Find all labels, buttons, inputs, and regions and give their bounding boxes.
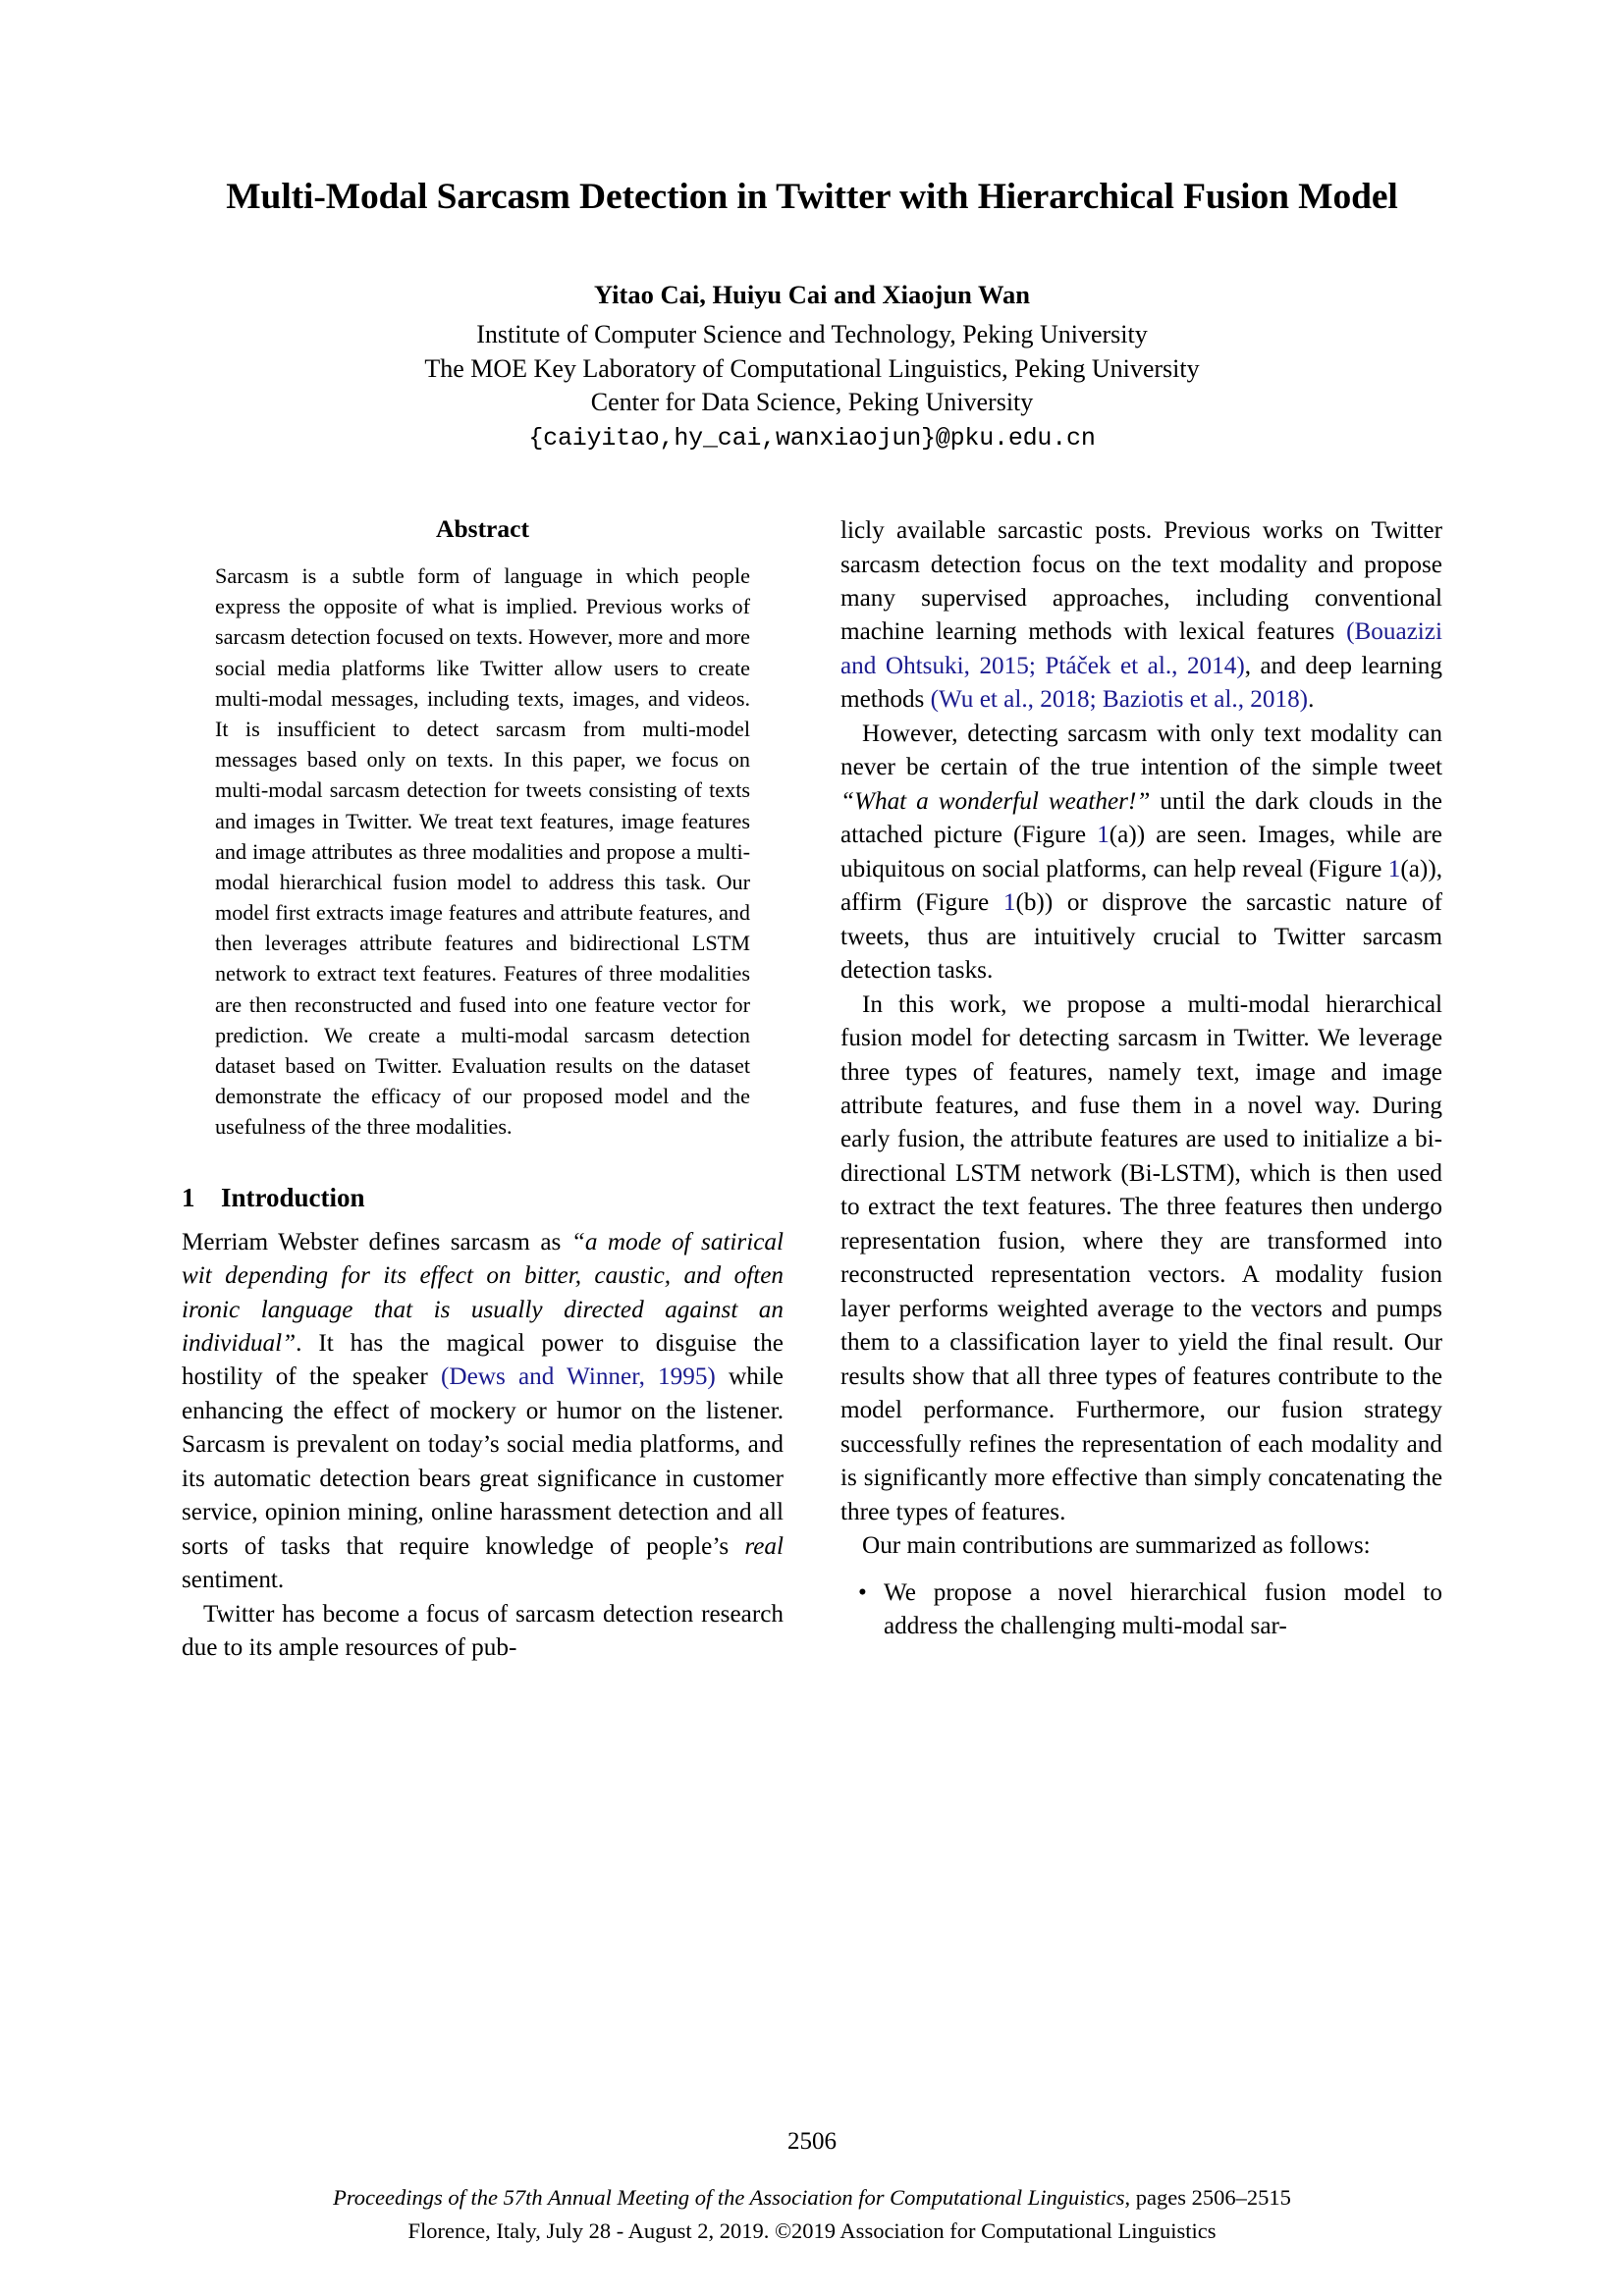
- intro-paragraph-3: [840, 718, 1442, 988]
- intro-paragraph-2: [182, 1598, 784, 1666]
- author-list: Yitao Cai, Huiyu Cai and Xiaojun Wan: [594, 279, 1030, 309]
- intro-p2-cont-c: .: [1308, 686, 1315, 714]
- section-number: 1: [182, 1182, 195, 1212]
- contact-email: {caiyitao,hy_cai,wanxiaojun}@pku.edu.cn: [528, 424, 1096, 454]
- affiliations: [182, 318, 1442, 420]
- intro-p3-part-c: (a)) are seen. Images, while are ubiquitous on social platforms, can help reveal (Figure: [840, 822, 1442, 882]
- intro-paragraph-4: In this work, we propose a multi-modal hierarchical fusion model for detecting sarcasm in Twitter. We leverage three types of features, namely text, image and image attribute features, and fuse them in a novel way. During early fusion, the attribute features are used to initialize a bi-directional LSTM network (Bi-LSTM), which is then used to extract the text features. The three features then undergo representation fusion, where they are transformed into reconstructed representation vectors. A modality fusion layer performs weighted average to the vectors and pumps them to a classification layer to yield the final result. Our results show that all three types of features contribute to the model performance. Furthermore, our fusion strategy successfully refines the representation of each modality and is significantly more effective than simply concatenating the three types of features.: [840, 990, 1442, 1525]
- figure-ref-1a-2[interactable]: 1: [1387, 855, 1401, 882]
- intro-p1-part-d: sentiment.: [182, 1567, 285, 1594]
- intro-p2-cont-b: , and deep learning methods: [840, 652, 1442, 714]
- intro-p1-part-b: . It has the magical power to disguise the hostility of the speaker: [182, 1330, 784, 1391]
- citation-wu-baziotis-r[interactable]: (Wu et al., 2018; Baziotis et al., 2018): [930, 686, 1309, 714]
- citation-dews-winner[interactable]: (Dews and Winner, 1995): [441, 1363, 716, 1391]
- figure-ref-1b[interactable]: 1: [1002, 889, 1016, 917]
- affiliation-line-2: The MOE Key Laboratory of Computational Linguistics, Peking University: [424, 353, 1200, 383]
- abstract-heading: Abstract: [436, 514, 529, 544]
- list-item: • We propose a novel hierarchical fusion model to address the challenging multi-modal sar-: [884, 1576, 1442, 1644]
- contributions-list: [840, 1576, 1442, 1644]
- proceedings-title: Proceedings of the 57th Annual Meeting of the Association for Computational Linguistics: [333, 2185, 1125, 2210]
- left-column: [182, 514, 784, 1666]
- intro-p3-part-a: However, detecting sarcasm with only text modality can never be certain of the true intention of the simple tweet: [840, 720, 1442, 781]
- page-title: Multi-Modal Sarcasm Detection in Twitter with Hierarchical Fusion Model: [226, 177, 1398, 217]
- intro-p2-cont-a: licly available sarcastic posts. Previous works on Twitter sarcasm detection focus on the text modality and propose many supervised approaches, including conventional machine learning methods with lexical features: [840, 517, 1442, 646]
- section-heading-introduction: [182, 1183, 784, 1213]
- right-column: [840, 514, 1442, 1643]
- wonderful-weather-quote: “What a wonderful weather!”: [840, 787, 1151, 815]
- intro-p2-part-a: Twitter has become a focus of sarcasm detection research due to its ample resources of pub-: [182, 1600, 784, 1662]
- intro-paragraph-2-cont: [840, 514, 1442, 718]
- two-column-body: [182, 514, 1442, 1666]
- footer-note: [0, 2181, 1624, 2248]
- intro-p3-part-d: (a)), affirm (Figure: [840, 855, 1442, 917]
- sarcasm-definition-quote: “a mode of satirical wit depending for its effect on bitter, caustic, and often ironic language that is usually directed against an individual”: [182, 1228, 784, 1358]
- intro-p1-part-c: while enhancing the effect of mockery or humor on the listener. Sarcasm is prevalent on today’s social media platforms, and its automatic detection bears great significance in customer service, opinion mining, online harassment detection and all sorts of tasks that require knowledge of people’s: [182, 1363, 784, 1560]
- citation-ptacek-r[interactable]: Ptáček et al., 2014): [1045, 652, 1245, 679]
- intro-paragraph-1: [182, 1226, 784, 1598]
- venue-line: Florence, Italy, July 28 - August 2, 2019. ©2019 Association for Computational Linguistics: [407, 2217, 1217, 2243]
- figure-ref-1a[interactable]: 1: [1097, 822, 1110, 849]
- intro-p1-part-a: Merriam Webster defines sarcasm as: [182, 1228, 571, 1255]
- citation-bouazizi-ohtsuki-r[interactable]: (Bouazizi and Ohtsuki, 2015;: [840, 618, 1442, 679]
- section-title: Introduction: [221, 1182, 365, 1212]
- page-number: 2506: [787, 2128, 837, 2155]
- intro-p3-part-e: (b)) or disprove the sarcastic nature of tweets, thus are intuitively crucial to Twitter sarcasm detection tasks.: [840, 889, 1443, 985]
- intro-paragraph-5: Our main contributions are summarized as follows:: [862, 1532, 1371, 1560]
- intro-p3-part-b: until the dark clouds in the attached picture (Figure: [840, 787, 1442, 849]
- proceedings-line: [0, 2181, 1624, 2215]
- proceedings-pages: , pages 2506–2515: [1124, 2185, 1291, 2210]
- affiliation-line-3: Center for Data Science, Peking University: [590, 388, 1034, 417]
- affiliation-line-1: Institute of Computer Science and Technology, Peking University: [476, 320, 1148, 349]
- abstract-text: Sarcasm is a subtle form of language in which people express the opposite of what is implied. Previous works of sarcasm detection focused on texts. However, more and more social media platforms like Twitter allow users to create multi-modal messages, including texts, images, and videos. It is insufficient to detect sarcasm from multi-model messages based only on texts. In this paper, we focus on multi-modal sarcasm detection for tweets consisting of texts and images in Twitter. We treat text features, image features and image attributes as three modalities and propose a multi-modal hierarchical fusion model to address this task. Our model first extracts image features and attribute features, and then leverages attribute features and bidirectional LSTM network to extract text features. Features of three modalities are then reconstructed and fused into one feature vector for prediction. We create a multi-modal sarcasm detection dataset based on Twitter. Evaluation results on the dataset demonstrate the efficacy of our proposed model and the usefulness of the three modalities.: [215, 563, 750, 1140]
- emphasis-real: real: [744, 1532, 784, 1560]
